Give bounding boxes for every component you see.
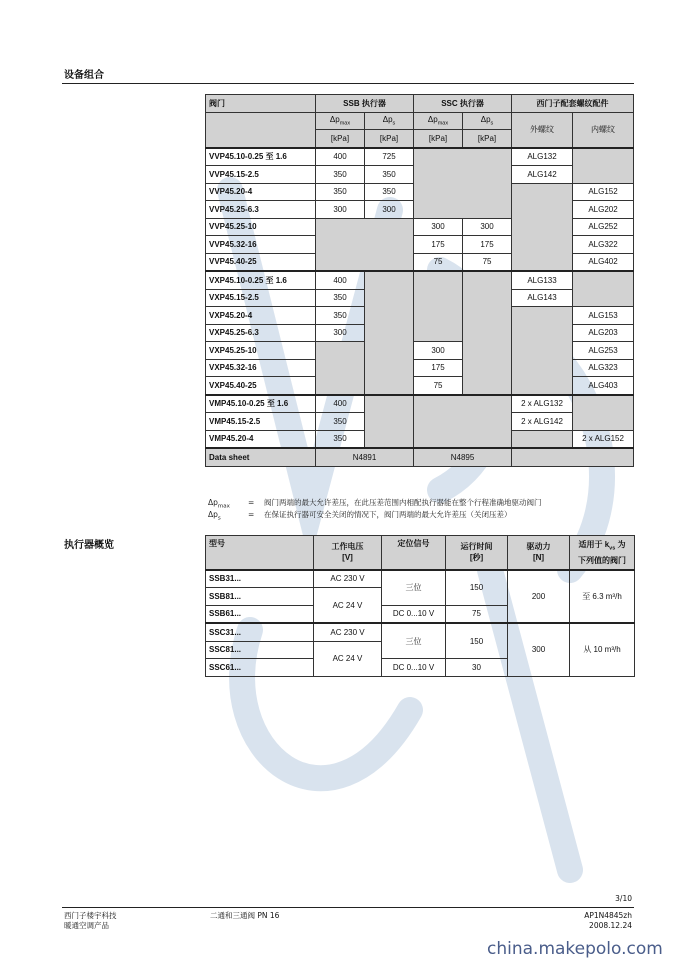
- table-row: [206, 623, 635, 641]
- footer-product: 二通和三通阀 PN 16: [210, 911, 280, 920]
- ext-fitting: ALG132: [512, 148, 573, 166]
- watermark-site: china.makepolo.com: [487, 939, 663, 959]
- ssb-blank: [316, 218, 414, 271]
- int-blank: [573, 148, 634, 184]
- header-ssc-dps: $\Delta p_s$: [463, 112, 512, 130]
- int-fitting: ALG202: [573, 201, 634, 219]
- voltage-value: AC 230 V: [314, 623, 382, 641]
- table-row: [206, 570, 635, 588]
- ext-fitting: ALG142: [512, 166, 573, 184]
- table-row: [206, 271, 634, 289]
- int-blank: [573, 271, 634, 307]
- runtime-value: 150: [446, 623, 508, 659]
- ssc-dps: 175: [463, 236, 512, 254]
- ssb-dps: 350: [365, 183, 414, 201]
- valve-name: VMP45.20-4: [206, 430, 316, 448]
- valve-name: VXP45.15-2.5: [206, 289, 316, 307]
- ssb-dps: 300: [365, 201, 414, 219]
- int-fitting: ALG403: [573, 377, 634, 395]
- datasheet-blank: [512, 448, 634, 466]
- valve-name: VVP45.10-0.25 至 1.6: [206, 148, 316, 166]
- header-ssc: SSC 执行器: [414, 95, 512, 113]
- equipment-combination-table: [205, 94, 634, 467]
- header-runtime: 运行时间 [秒]: [446, 536, 508, 570]
- voltage-value: AC 24 V: [314, 641, 382, 676]
- valve-name: VVP45.25-10: [206, 218, 316, 236]
- voltage-value: AC 24 V: [314, 588, 382, 624]
- ssb-dpmax: 350: [316, 166, 365, 184]
- header-signal: 定位信号: [382, 536, 446, 570]
- ssb-dpmax: 350: [316, 289, 365, 307]
- model-name: SSB81...: [206, 588, 314, 606]
- force-value: 300: [508, 623, 570, 676]
- valve-name: VXP45.32-16: [206, 359, 316, 377]
- valve-name: VMP45.10-0.25 至 1.6: [206, 395, 316, 413]
- datasheet-ssc: N4895: [414, 448, 512, 466]
- legend-dpmax: $\Delta p_{max}$ = 阀门两端的最大允许差压，在此压差范围内相配执行器能在整个行程准确地驱动阀门: [208, 498, 542, 510]
- ssb-dps: 725: [365, 148, 414, 166]
- datasheet-row: [206, 448, 634, 466]
- suitable-value: 至 6.3 m³/h: [570, 570, 635, 624]
- suitable-value: 从 10 m³/h: [570, 623, 635, 676]
- header-model: 型号: [206, 536, 314, 570]
- signal-value: 三位: [382, 623, 446, 659]
- ssb-dps-blank: [365, 395, 414, 449]
- int-fitting: ALG322: [573, 236, 634, 254]
- int-fitting: ALG323: [573, 359, 634, 377]
- ssc-dpmax: 75: [414, 253, 463, 271]
- header-unit: [kPa]: [365, 130, 414, 148]
- ssb-dpmax: 400: [316, 271, 365, 289]
- model-name: SSC61...: [206, 659, 314, 677]
- int-fitting: ALG253: [573, 342, 634, 360]
- header-ssb-dpmax: $\Delta p_{max}$: [316, 112, 365, 130]
- int-fitting: ALG152: [573, 183, 634, 201]
- header-suitable: 适用于 $k_{vs}$ 为 下列值的阀门: [570, 536, 635, 570]
- force-value: 200: [508, 570, 570, 624]
- actuator-overview-table: [205, 535, 635, 677]
- int-fitting: ALG153: [573, 307, 634, 325]
- ssc-dps: 300: [463, 218, 512, 236]
- page-number: 3/10: [615, 894, 632, 903]
- footer-company: 西门子楼宇科技 暖通空调产品: [64, 911, 117, 930]
- runtime-value: 75: [446, 605, 508, 623]
- valve-name: VXP45.40-25: [206, 377, 316, 395]
- valve-name: VXP45.10-0.25 至 1.6: [206, 271, 316, 289]
- model-name: SSC31...: [206, 623, 314, 641]
- ssb-dpmax: 350: [316, 307, 365, 325]
- ssc-blank: [414, 148, 512, 219]
- header-unit: [kPa]: [414, 130, 463, 148]
- ssb-dps-blank: [365, 271, 414, 395]
- footer-divider: [62, 907, 634, 908]
- valve-name: VVP45.40-25: [206, 253, 316, 271]
- ssc-dps-blank: [463, 271, 512, 395]
- ext-fitting: 2 x ALG132: [512, 395, 573, 413]
- ssb-blank: [316, 342, 365, 395]
- ext-blank: [512, 430, 573, 448]
- ext-fitting: ALG133: [512, 271, 573, 289]
- ssb-dpmax: 350: [316, 430, 365, 448]
- header-fittings: 西门子配套螺纹配件: [512, 95, 634, 113]
- ssc-dpmax: 300: [414, 218, 463, 236]
- footer-docinfo: AP1N4845zh 2008.12.24: [584, 911, 632, 930]
- runtime-value: 30: [446, 659, 508, 677]
- model-name: SSB31...: [206, 570, 314, 588]
- ssc-dpmax: 300: [414, 342, 463, 360]
- datasheet-ssb: N4891: [316, 448, 414, 466]
- valve-name: VVP45.20-4: [206, 183, 316, 201]
- header-valve-blank: [206, 112, 316, 148]
- int-fitting: ALG203: [573, 324, 634, 342]
- ssb-dpmax: 400: [316, 148, 365, 166]
- ssb-dpmax: 400: [316, 395, 365, 413]
- datasheet-label: Data sheet: [206, 448, 316, 466]
- model-name: SSB61...: [206, 605, 314, 623]
- header-ssc-dpmax: $\Delta p_{max}$: [414, 112, 463, 130]
- valve-name: VMP45.15-2.5: [206, 413, 316, 431]
- ssb-dpmax: 350: [316, 413, 365, 431]
- runtime-value: 150: [446, 570, 508, 606]
- ssb-dpmax: 300: [316, 201, 365, 219]
- int-fitting: ALG252: [573, 218, 634, 236]
- valve-name: VVP45.25-6.3: [206, 201, 316, 219]
- ssc-blank: [414, 395, 512, 449]
- ext-blank: [512, 183, 573, 271]
- header-unit: [kPa]: [316, 130, 365, 148]
- ssc-dpmax: 175: [414, 359, 463, 377]
- ext-fitting: ALG143: [512, 289, 573, 307]
- int-blank: [573, 395, 634, 431]
- int-fitting: 2 x ALG152: [573, 430, 634, 448]
- header-ssb-dps: $\Delta p_s$: [365, 112, 414, 130]
- ssc-dpmax: 175: [414, 236, 463, 254]
- valve-name: VVP45.15-2.5: [206, 166, 316, 184]
- header-force: 驱动力 [N]: [508, 536, 570, 570]
- valve-name: VXP45.20-4: [206, 307, 316, 325]
- ssb-dps: 350: [365, 166, 414, 184]
- header-ssb: SSB 执行器: [316, 95, 414, 113]
- signal-value: DC 0...10 V: [382, 605, 446, 623]
- ssc-dps: 75: [463, 253, 512, 271]
- model-name: SSC81...: [206, 641, 314, 659]
- section-title-combinations: 设备组合: [64, 70, 104, 81]
- ssb-dpmax: 350: [316, 183, 365, 201]
- section-title-actuators: 执行器概览: [64, 540, 114, 551]
- header-int-thread: 内螺纹: [573, 112, 634, 148]
- table-row: [206, 395, 634, 413]
- header-ext-thread: 外螺纹: [512, 112, 573, 148]
- header-voltage: 工作电压 [V]: [314, 536, 382, 570]
- ssb-dpmax: 300: [316, 324, 365, 342]
- signal-value: 三位: [382, 570, 446, 606]
- section-divider: [62, 83, 634, 84]
- header-valve: 阀门: [206, 95, 316, 113]
- int-fitting: ALG402: [573, 253, 634, 271]
- ext-blank: [512, 307, 573, 395]
- ssc-dpmax: 75: [414, 377, 463, 395]
- voltage-value: AC 230 V: [314, 570, 382, 588]
- ext-fitting: 2 x ALG142: [512, 413, 573, 431]
- header-unit: [kPa]: [463, 130, 512, 148]
- legend-dps: $\Delta p_s$ = 在保证执行器可安全关闭的情况下，阀门两端的最大允许差压（关闭压差）: [208, 510, 512, 522]
- valve-name: VXP45.25-6.3: [206, 324, 316, 342]
- valve-name: VVP45.32-16: [206, 236, 316, 254]
- table-row: [206, 148, 634, 166]
- signal-value: DC 0...10 V: [382, 659, 446, 677]
- valve-name: VXP45.25-10: [206, 342, 316, 360]
- ssc-blank: [414, 271, 463, 342]
